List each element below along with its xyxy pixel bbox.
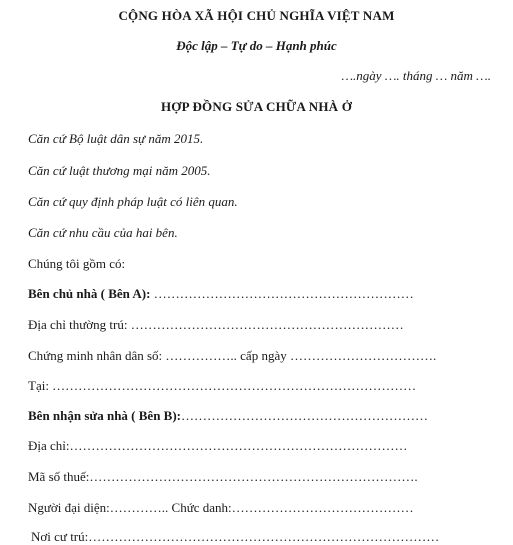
party-b-tax-code: Mã số thuế:…………………………………………………………………. (28, 469, 418, 484)
date-line: ….ngày …. tháng … năm …. (341, 68, 491, 83)
party-a-heading: Bên chủ nhà ( Bên A): (28, 286, 151, 301)
basis-commercial-law: Căn cứ luật thương mại năm 2005. (28, 163, 211, 178)
party-b-representative: Người đại diện:………….. Chức danh:…………………………………… (28, 500, 414, 515)
document-title: HỢP ĐỒNG SỬA CHỮA NHÀ Ở (160, 99, 353, 114)
party-b-residence: Nơi cư trú:……………………………………………………………………… (31, 529, 440, 544)
basis-needs: Căn cứ nhu cầu của hai bên. (28, 225, 178, 240)
party-a-id-card: Chứng minh nhân dân số: …………….. cấp ngày ……………………………. (28, 348, 437, 363)
party-b-heading: Bên nhận sửa nhà ( Bên B): (28, 408, 182, 423)
party-a-heading-dots: …………………………………………………… (150, 286, 414, 301)
motto-heading: Độc lập – Tự do – Hạnh phúc (176, 38, 337, 53)
country-heading: CỘNG HÒA XÃ HỘI CHỦ NGHĨA VIỆT NAM (118, 8, 395, 23)
basis-regulations: Căn cứ quy định pháp luật có liên quan. (28, 194, 238, 209)
party-a-place: Tại: ………………………………………………………………………… (28, 378, 417, 393)
party-b-address: Địa chỉ:…………………………………………………………………… (28, 438, 408, 453)
intro-text: Chúng tôi gồm có: (28, 256, 126, 271)
party-a-heading-line (28, 286, 414, 302)
basis-civil-code: Căn cứ Bộ luật dân sự năm 2015. (28, 131, 204, 146)
party-b-heading-line (28, 408, 428, 424)
party-b-heading-dots: ………………………………………………… (181, 408, 429, 423)
party-a-address: Địa chỉ thường trú: ……………………………………………………… (28, 317, 404, 332)
